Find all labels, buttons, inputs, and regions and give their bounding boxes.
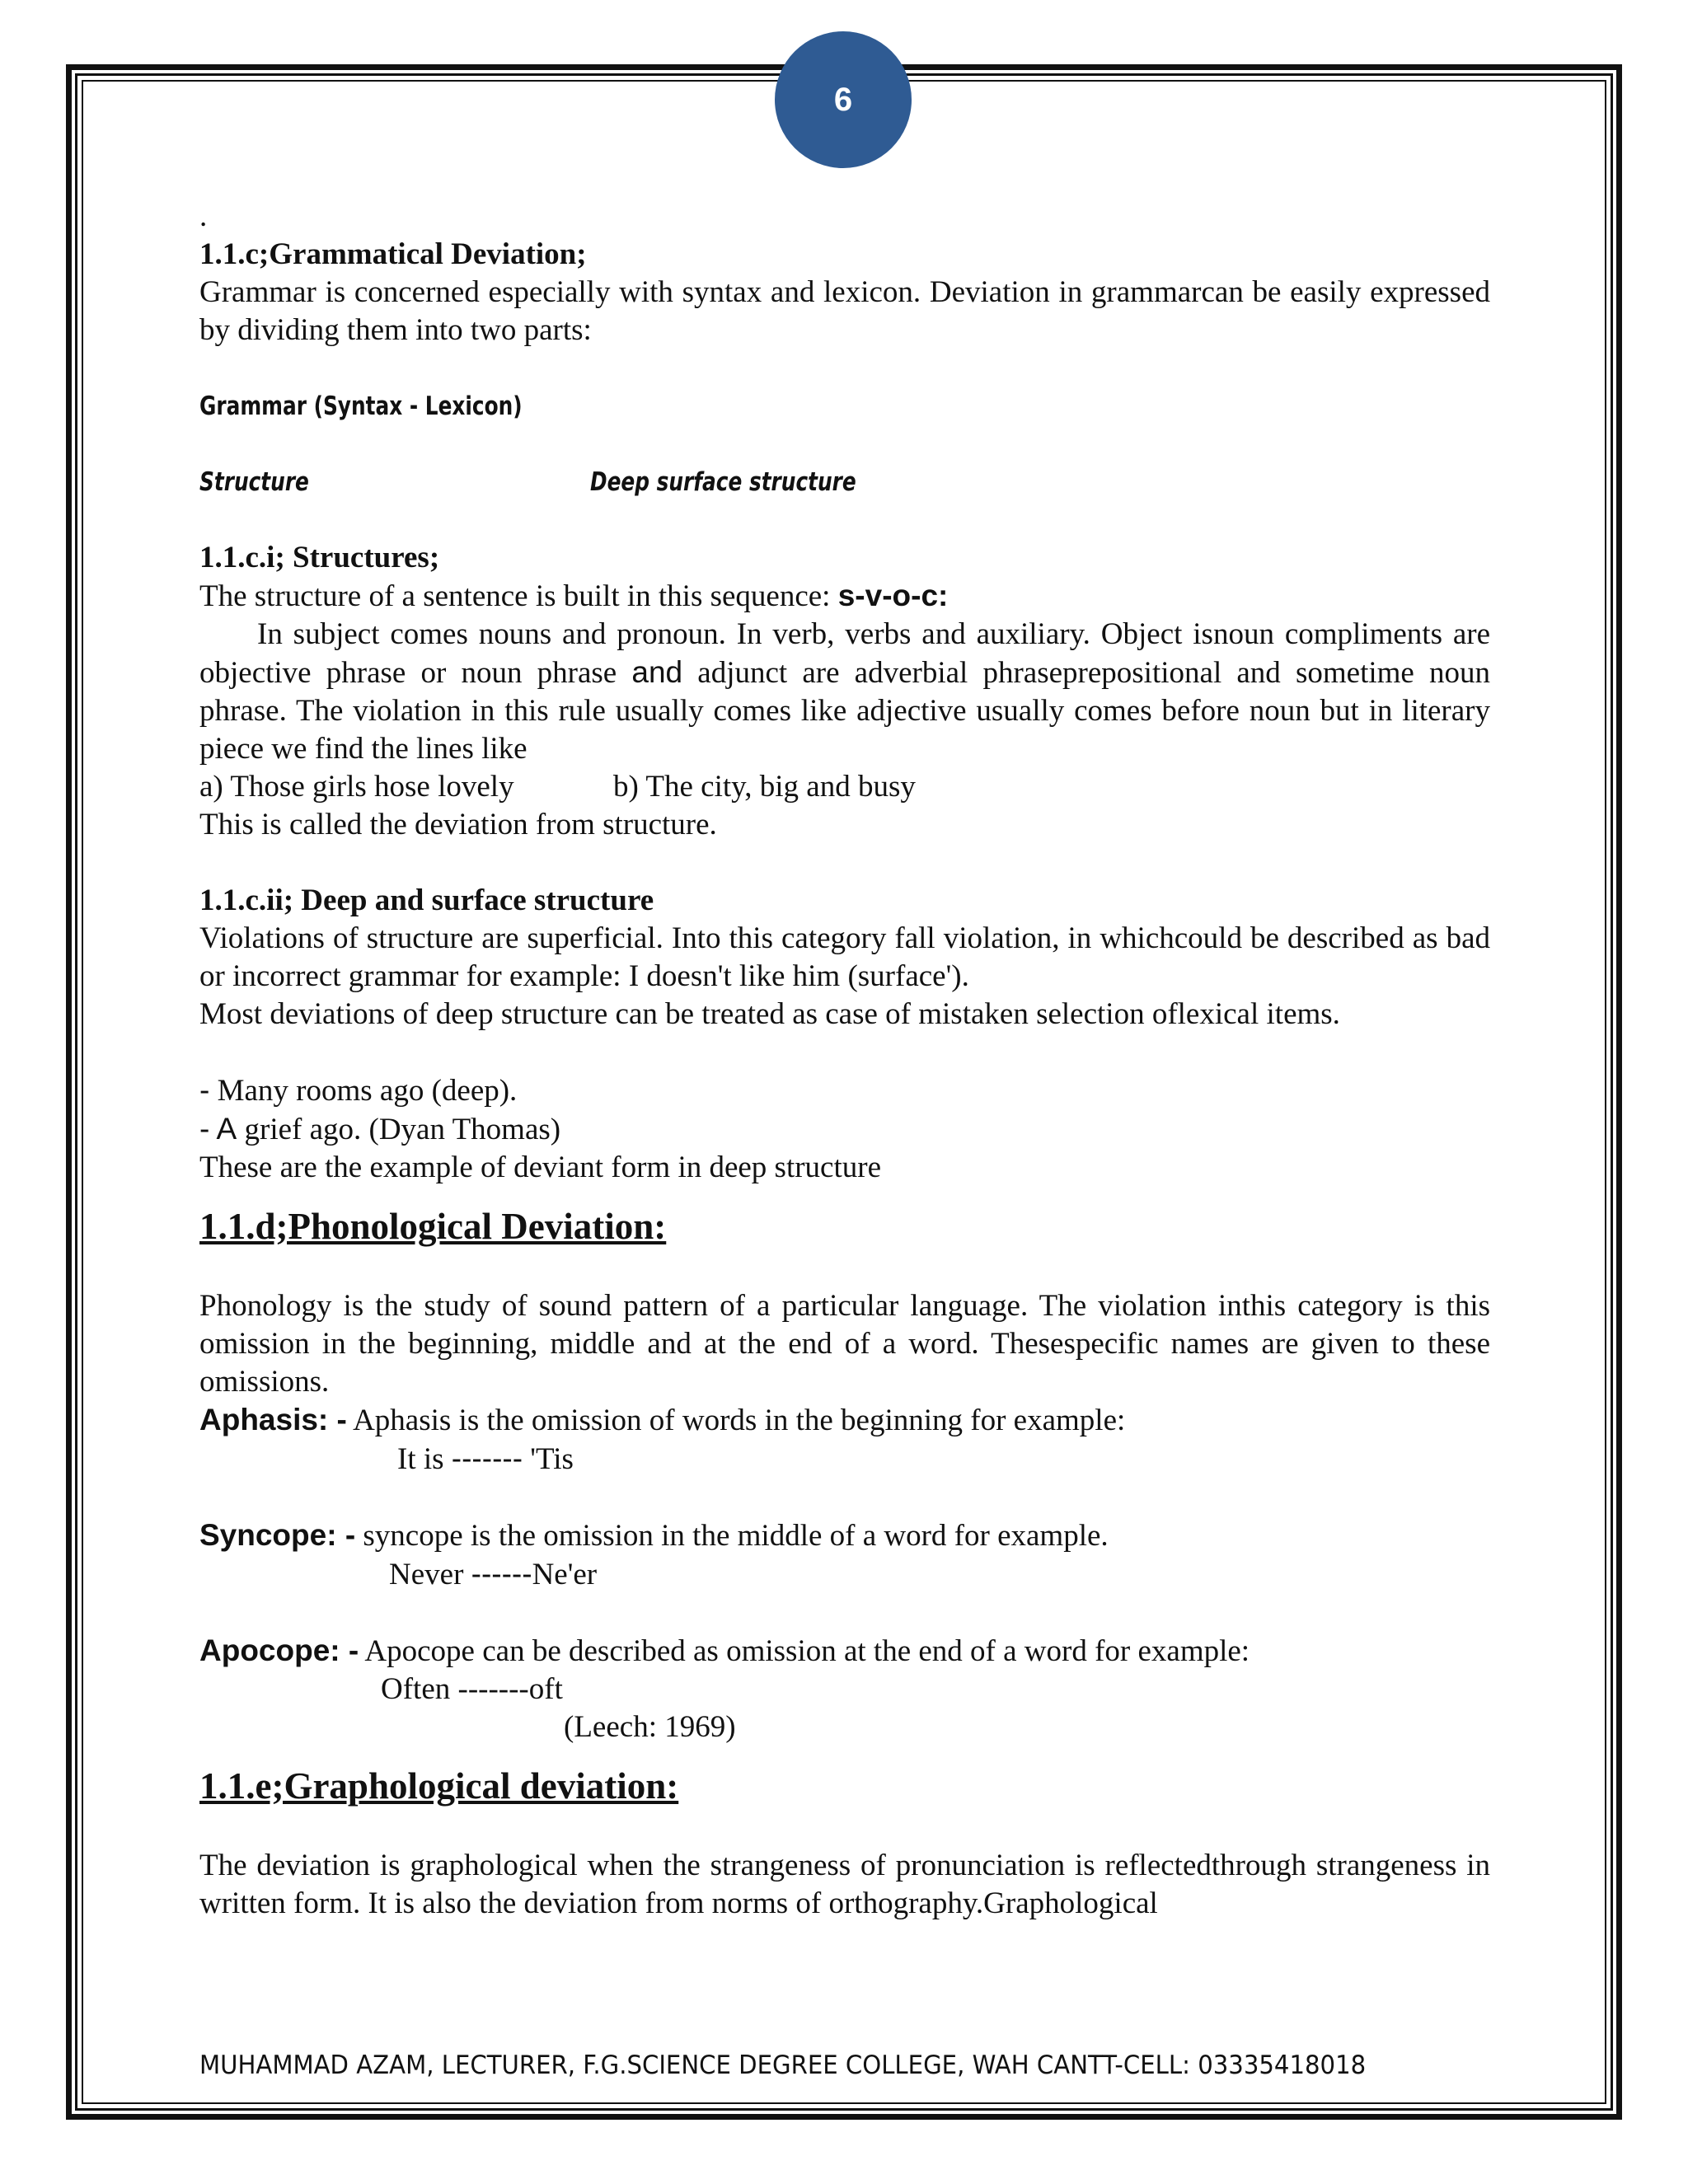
structures-sequence-line	[199, 577, 1490, 616]
heading-deep-surface: 1.1.c.ii; Deep and surface structure	[199, 883, 654, 917]
heading-graphological-deviation: 1.1.e;Graphological deviation:	[199, 1765, 679, 1807]
deep-surface-para2: Most deviations of deep structure can be treated as case of mistaken selection oflexical items.	[199, 997, 1340, 1031]
sequence-text: The structure of a sentence is built in this sequence:	[199, 579, 838, 613]
leech-citation: (Leech: 1969)	[564, 1710, 736, 1744]
apocope-line	[199, 1632, 1490, 1671]
aphasis-example	[199, 1440, 1490, 1479]
aphasis-ex-before: It is	[397, 1442, 444, 1476]
page-number: 6	[833, 81, 853, 118]
aphasis-line	[199, 1401, 1490, 1440]
deep-example-2	[199, 1110, 1490, 1149]
bullet-dash: - A	[199, 1112, 237, 1146]
aphasis-ex-after: 'Tis	[523, 1442, 574, 1476]
aphasis-ex-dash: -------	[451, 1441, 523, 1475]
aphasis-definition: Aphasis is the omission of words in the beginning for example:	[346, 1404, 1126, 1437]
heading-structures: 1.1.c.i; Structures;	[199, 541, 440, 574]
structures-examples	[199, 768, 1490, 806]
heading-grammatical-deviation: 1.1.c;Grammatical Deviation;	[199, 237, 587, 271]
example-a: a) Those girls hose lovely	[199, 770, 514, 804]
grammar-diagram-branches	[199, 463, 1490, 501]
graphological-paragraph: The deviation is graphological when the strangeness of pronunciation is reflectedthrough strangeness in written form. It is also the deviation from norms of orthography.Graphological	[199, 1849, 1490, 1920]
apocope-example: Often -------oft	[381, 1672, 563, 1706]
structures-para-and: and	[631, 655, 683, 689]
document-body	[199, 198, 1490, 1923]
branch-deep-surface: Deep surface structure	[590, 467, 856, 497]
page-footer: MUHAMMAD AZAM, LECTURER, F.G.SCIENCE DEGREE COLLEGE, WAH CANTT-CELL: 03335418018	[199, 2050, 1367, 2080]
structures-conclusion: This is called the deviation from structure.	[199, 808, 717, 841]
structures-para-part1: In subject comes nouns and pronoun. In verb, verbs and auxiliary. Object isnoun compliments are objective phrase or noun phrase	[199, 617, 1490, 690]
page-number-badge	[775, 31, 912, 168]
apocope-term: Apocope: -	[199, 1633, 359, 1667]
grammatical-intro: Grammar is concerned especially with syntax and lexicon. Deviation in grammarcan be easily expressed by dividing them into two parts:	[199, 275, 1490, 347]
bullet-dash: -	[199, 1073, 210, 1107]
deep-example-1	[199, 1071, 1490, 1110]
example-b: b) The city, big and busy	[613, 770, 916, 804]
structures-paragraph	[199, 616, 1490, 768]
bullet-text: grief ago. (Dyan Thomas)	[237, 1113, 561, 1146]
branch-structure: Structure	[199, 467, 309, 497]
stray-dot: .	[199, 199, 208, 233]
syncope-ex-after: Ne'er	[532, 1558, 598, 1591]
phonological-paragraph: Phonology is the study of sound pattern of a particular language. The violation inthis category is this omission in the beginning, middle and at the end of a word. Thesespecific names are given to these omissions.	[199, 1289, 1490, 1399]
aphasis-term: Aphasis: -	[199, 1403, 347, 1436]
deep-surface-para1: Violations of structure are superficial. Into this category fall violation, in whichcould be described as bad or incorrect grammar for example: I doesn't like him (surface').	[199, 921, 1490, 993]
heading-phonological-deviation: 1.1.d;Phonological Deviation:	[199, 1206, 667, 1247]
syncope-ex-before: Never	[389, 1558, 471, 1591]
syncope-ex-dash: ------	[471, 1557, 532, 1591]
bullet-text: Many rooms ago (deep).	[209, 1074, 518, 1108]
syncope-line	[199, 1516, 1490, 1555]
syncope-definition: syncope is the omission in the middle of a word for example.	[355, 1519, 1109, 1553]
structures-para-part2: adjunct are adverbial phraseprepositional and sometime noun phrase. The violation in this rule usually comes like adjective usually comes before noun but in literary piece we find the lines like	[199, 656, 1490, 766]
apocope-definition: Apocope can be described as omission at the end of a word for example:	[359, 1634, 1250, 1668]
syncope-term: Syncope: -	[199, 1518, 356, 1552]
syncope-example	[199, 1555, 1490, 1594]
grammar-diagram-title: Grammar (Syntax - Lexicon)	[199, 391, 523, 421]
sequence-svoc: s-v-o-c:	[837, 579, 949, 612]
deep-surface-conclusion: These are the example of deviant form in deep structure	[199, 1151, 882, 1184]
